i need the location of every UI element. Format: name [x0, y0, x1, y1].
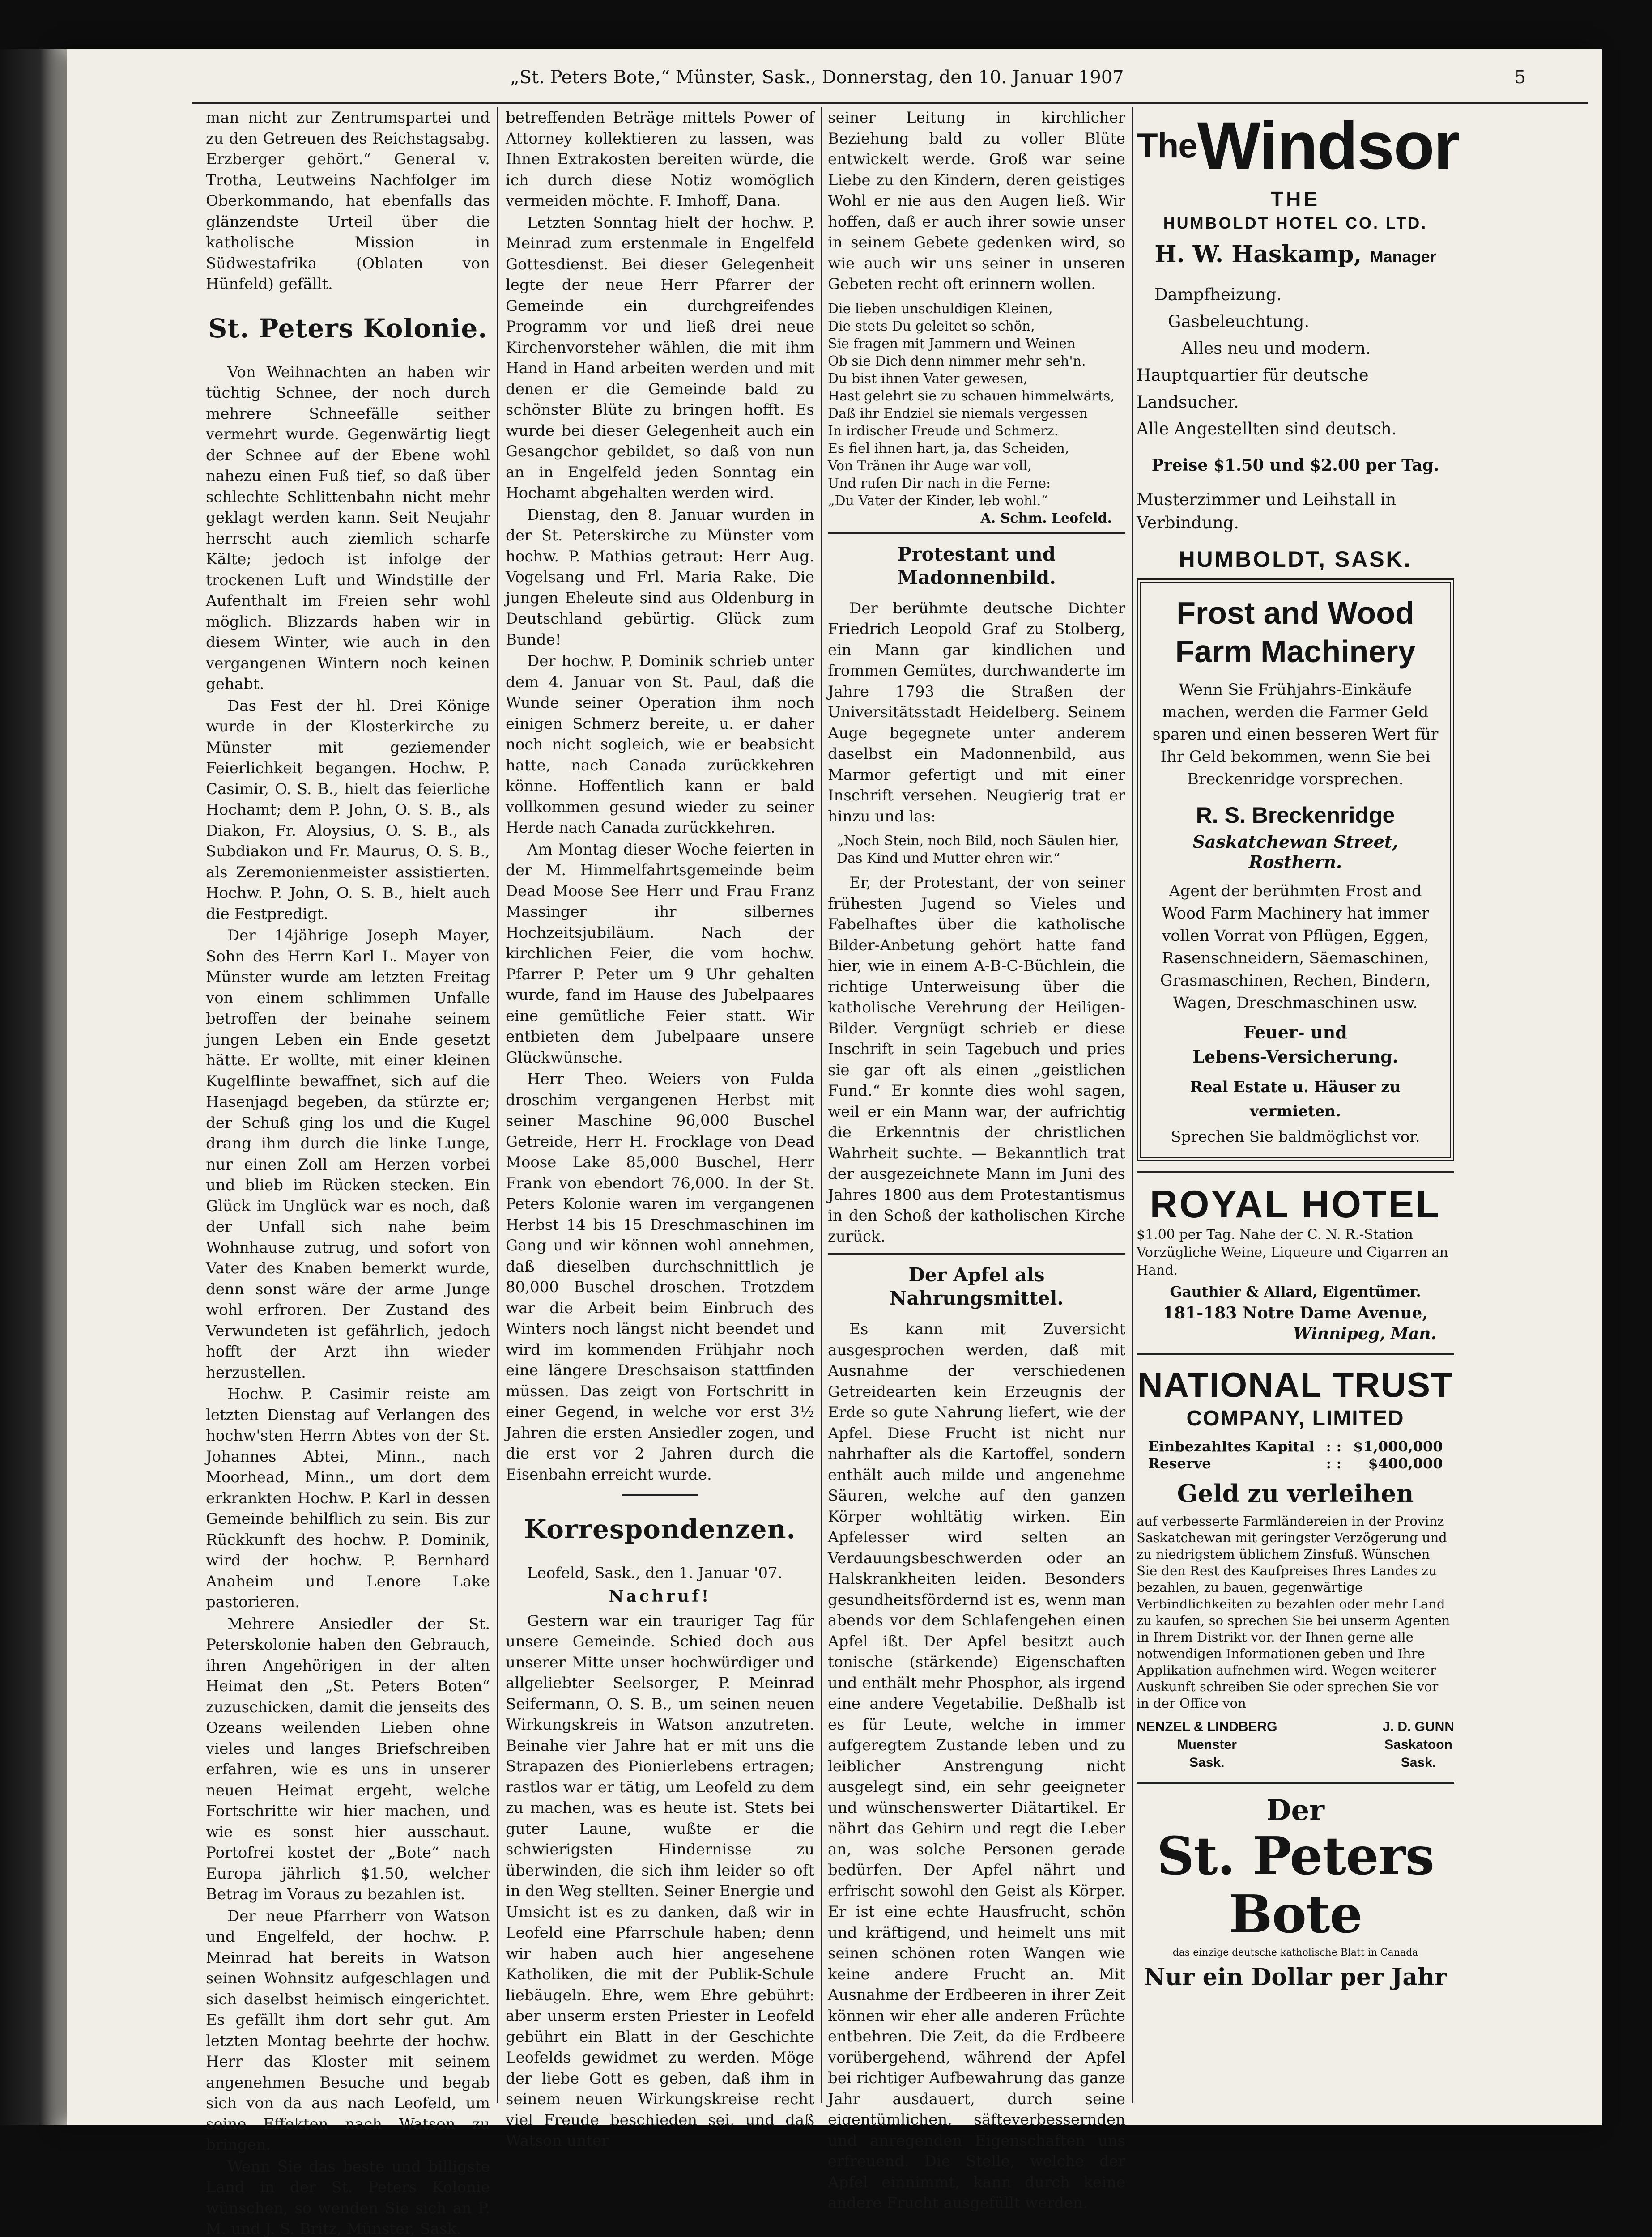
paragraph: Letzten Sonntag hielt der hochw. P. Meinrad zum erstenmale in Engelfeld Gottesdienst. Bei dieser Gelegenheit legte der neue Herr Pfarrer der Gemeinde ein durchgreifendes Programm vor und ließ drei neue Kirchenvorsteher wählen, die mit ihm Hand in Hand arbeiten werden und mit denen er die Gemeinde bald zu schönster Blüte zu bringen hofft. Es wurde bei dieser Gelegenheit auch ein Gesangchor gebildet, so daß von nun an in Engelfeld jeden Sonntag ein Hochamt abgehalten werden wird.	[506, 213, 814, 504]
paragraph: man nicht zur Zentrumspartei und zu den Getreuen des Reichstagsabg. Erzberger gehört.“ General v. Trotha, Leutweins Nachfolger im Oberkommando, hat ebenfalls das glänzendste Urteil über die katholische Mission in Südwestafrika (Oblaten von Hünfeld) gefällt.	[206, 107, 490, 295]
frost-wood-ad	[1137, 578, 1454, 1161]
frost-footer: Sprechen Sie baldmöglichst vor.	[1151, 1128, 1440, 1146]
agent-name: NENZEL & LINDBERG	[1137, 1718, 1277, 1736]
article-heading: Protestant und Madonnenbild.	[828, 543, 1125, 589]
windsor-title	[1137, 112, 1454, 179]
poem-line: „Du Vater der Kinder, leb wohl.“	[828, 492, 1125, 510]
section-divider	[622, 1494, 698, 1496]
column-3	[828, 107, 1125, 2092]
bote-tagline: das einzige deutsche katholische Blatt in Canada	[1137, 1947, 1454, 1958]
agent-city: Saskatoon	[1383, 1736, 1454, 1754]
paragraph: Der hochw. P. Dominik schrieb unter dem 4. Januar von St. Paul, daß die Wunde seiner Operation ihm noch einigen Schmerz bereite, u. er daher noch nicht sogleich, wie er beabsicht hatte, nach Canada zurückkehren könne. Hoffentlich kann er bald vollkommen gesund wieder zu seiner Herde nach Canada zurückkehren.	[506, 651, 814, 838]
book-spine	[0, 49, 67, 2125]
agent-2	[1383, 1718, 1454, 1772]
paragraph: betreffenden Beträge mittels Power of Attorney kollektieren zu lassen, was Ihnen Extrakosten bereiten würde, die ich durch diese Notiz womöglich vermeiden möchte. F. Imhoff, Dana.	[506, 107, 814, 212]
feature-line: Alles neu und modern.	[1137, 335, 1454, 362]
paragraph: Der berühmte deutsche Dichter Friedrich Leopold Graf zu Stolberg, ein Mann gar kindlichen und frommen Gemütes, durchwanderte im Jahre 1793 die Straßen der Universitätsstadt Heidelberg. Seinem Auge begegnete unter anderem daselbst ein Madonnenbild, aus Marmor gefertigt und mit einer Inschrift versehen. Neugierig trat er hinzu und las:	[828, 598, 1125, 827]
bote-slogan: Nur ein Dollar per Jahr	[1137, 1964, 1454, 1991]
paragraph: Gestern war ein trauriger Tag für unsere Gemeinde. Schied doch aus unserer Mitte unser hochwürdiger und allgeliebter Seelsorger, P. Meinrad Seifermann, O. S. B., um seinen neuen Wirkungskreis in Watson anzutreten. Beinahe vier Jahre hat er mit uns die Strapazen des Pionierlebens ertragen; rastlos war er tätig, um Leofeld zu dem zu machen, was es heute ist. Stets bei guter Laune, wußte er die schwierigsten Hindernisse zu überwinden, die sich ihm leider so oft in den Weg stellten. Seiner Energie und Umsicht ist es zu danken, daß wir in Leofeld eine Pfarrschule haben; denn wir haben auch hier angesehene Katholiken, die mit der Publik-Schule liebäugeln. Ehre, wem Ehre gebührt: aber unserm ersten Priester in Leofeld gebührt ein Blatt in der Geschichte Leofelds gewidmet zu werden. Möge der liebe Gott es geben, daß ihm in seinem neuen Wirkungskreise recht viel Freude beschieden sei, und daß Watson unter	[506, 1611, 814, 2152]
manager-title: Manager	[1370, 247, 1436, 266]
reserve-value: $400,000	[1353, 1455, 1443, 1472]
windsor-extra: Musterzimmer und Leihstall in Verbindung.	[1137, 488, 1454, 535]
loan-heading: Geld zu verleihen	[1137, 1479, 1454, 1508]
quote-line: Das Kind und Mutter ehren wir.“	[837, 850, 1125, 867]
article-heading: Der Apfel als Nahrungsmittel.	[828, 1263, 1125, 1310]
column-2	[506, 107, 814, 2092]
frost-insurance-1: Feuer- und	[1151, 1021, 1440, 1045]
advertisement-column	[1137, 107, 1454, 2092]
capital-table	[1137, 1438, 1454, 1472]
poem-line: Die lieben unschuldigen Kleinen,	[828, 300, 1125, 318]
national-trust-title: NATIONAL TRUST	[1137, 1365, 1454, 1404]
royal-hotel-ad	[1137, 1183, 1454, 1343]
poem-line: Sie fragen mit Jammern und Weinen	[828, 335, 1125, 353]
feature-line: Hauptquartier für deutsche Landsucher.	[1137, 362, 1454, 416]
section-heading: Korrespondenzen.	[506, 1514, 814, 1545]
poem-line: Ob sie Dich denn nimmer mehr seh'n.	[828, 353, 1125, 370]
bote-der: Der	[1137, 1794, 1454, 1827]
paragraph: Von Weihnachten an haben wir tüchtig Schnee, der noch durch mehrere Schneefälle seither vermehrt wurde. Gegenwärtig liegt der Schnee auf der Ebene wohl nahezu einen Fuß tief, so daß über schlechte Schlittenbahn nicht mehr geklagt werden kann. Seit Neujahr herrscht auch ziemlich scharfe Kälte; jedoch ist infolge der trockenen Luft und Windstille der Aufenthalt im Freien sehr wohl möglich. Blizzards haben wir in diesem Winter, wie auch in den vergangenen Wintern noch keinen gehabt.	[206, 362, 490, 695]
agent-name: J. D. GUNN	[1383, 1718, 1454, 1736]
poem-line: Hast gelehrt sie zu schauen himmelwärts,	[828, 387, 1125, 405]
paragraph: Hochw. P. Casimir reiste am letzten Dienstag auf Verlangen des hochw'sten Herrn Abtes von der St. Johannes Abtei, Minn., nach Moorhead, Minn., um dort dem erkrankten Hochw. P. Karl in dessen Gemeinde behilflich zu sein. Bis zur Rückkunft des hochw. P. Dominik, wird der hochw. P. Bernhard Anaheim und Lenore Lake pastorieren.	[206, 1384, 490, 1613]
frost-dealer-name: R. S. Breckenridge	[1151, 802, 1440, 828]
agent-city: Muenster	[1137, 1736, 1277, 1754]
ad-divider	[1137, 1171, 1454, 1173]
royal-proprietor: Gauthier & Allard, Eigentümer.	[1137, 1283, 1454, 1300]
column-rule	[821, 107, 822, 2103]
poem	[828, 300, 1125, 527]
national-trust-subtitle: COMPANY, LIMITED	[1137, 1406, 1454, 1431]
page-header	[40, 67, 1580, 103]
section-divider	[828, 1253, 1125, 1255]
st-peters-bote-ad	[1137, 1794, 1454, 1991]
loan-body: auf verbesserte Farmländereien in der Provinz Saskatchewan mit geringster Verzögerung und zu niedrigstem üblichem Zinsfuß. Wünschen Sie den Rest des Kaufpreises Ihres Landes zu bezahlen, zu bauen, gegenwärtige Verbindlichkeiten zu bezahlen oder mehr Land zu kaufen, so sprechen Sie bei unserm Agenten in Ihrem Distrikt vor. der Ihnen gerne alle notwendigen Informationen geben und Ihre Applikation aufnehmen wird. Wegen weiterer Auskunft schreiben Sie oder sprechen Sie vor in der Office von	[1137, 1513, 1454, 1712]
capital-label: Einbezahltes Kapital	[1148, 1438, 1314, 1455]
royal-address: 181-183 Notre Dame Avenue,	[1137, 1304, 1454, 1323]
poem-line: Daß ihr Endziel sie niemals vergessen	[828, 405, 1125, 422]
windsor-town: HUMBOLDT, SASK.	[1137, 546, 1454, 572]
windsor-price: Preise $1.50 und $2.00 per Tag.	[1137, 456, 1454, 475]
agents	[1137, 1718, 1454, 1772]
royal-body: $1.00 per Tag. Nahe der C. N. R.-Station Vorzügliche Weine, Liqueure und Cigarren an Hand.	[1137, 1226, 1454, 1280]
page-number: 5	[1515, 67, 1526, 88]
agent-1	[1137, 1718, 1277, 1772]
paragraph: Er, der Protestant, der von seiner frühesten Jugend so Vieles und Fabelhaftes über die katholische Bilder-Anbetung gehört hatte fand hier, wie in einem A-B-C-Büchlein, die richtige Unterweisung über die katholische Verehrung der Heiligen-Bilder. Vergnügt schrieb er diese Inschrift in sein Tagebuch und pries sie gar oft als einen „geistlichen Fund.“ Er konnte dies wohl sagen, weil er ein Mann war, der aufrichtig die Erkenntnis der christlichen Wahrheit suchte. — Bekanntlich trat der ausgezeichnete Mann im Juni des Jahres 1800 aus dem Protestantismus in den Schoß der katholischen Kirche zurück.	[828, 872, 1125, 1247]
poem-line: Von Tränen ihr Auge war voll,	[828, 457, 1125, 475]
poem-line: Es fiel ihnen hart, ja, das Scheiden,	[828, 440, 1125, 457]
running-title: „St. Peters Bote,“ Münster, Sask., Donnerstag, den 10. Januar 1907	[510, 67, 1124, 88]
frost-body: Wenn Sie Frühjahrs-Einkäufe machen, werden die Farmer Geld sparen und einen besseren Wert für Ihr Geld bekommen, wenn Sie bei Breckenridge vorsprechen.	[1151, 679, 1440, 791]
paragraph: Es kann mit Zuversicht ausgesprochen werden, daß mit Ausnahme der verschiedenen Getreidearten kein Erzeugnis der Erde so gute Nahrung liefert, wie der Apfel. Diese Frucht ist nicht nur nahrhafter als die Kartoffel, sondern enthält auch milde und angenehme Säuren, welche auf den ganzen Körper wohltätig wirken. Ein Apfelesser wird selten an Verdauungsbeschwerden oder an Halskrankheiten leiden. Besonders gesundheitsfördernd ist es, wenn man abends vor dem Schlafengehen einen Apfel ißt. Der Apfel besitzt auch tonische (stärkende) Eigenschaften und enthält mehr Phosphor, als irgend eine andere Vegetabilie. Deßhalb ist es für Leute, welche in immer aufgeregtem Zustande leben und zu leiblicher Anstrengung nicht ausgelegt sind, ein sehr geeigneter und wünschenswerter Diätartikel. Er nährt das Gehirn und regt die Leber an, was solche Personen gerade bedürfen. Der Apfel nährt und erfrischt sowohl den Geist als Körper. Er ist eine echte Hausfrucht, schön und kräftigend, und heimelt uns mit seinen schönen roten Wangen wie keine andere Frucht an. Mit Ausnahme der Erdbeeren in ihrer Zeit können wir eher alle anderen Früchte entbehren. Die Zeit, da die Erdbeere vorübergehend, während der Apfel bei richtiger Aufbewahrung das ganze Jahr ausdauert, durch seine eigentümlichen, säfteverbessernden und anregenden Eigenschaften uns erfreuend. Die Stelle, welche der Apfel einnimmt, kann durch keine andere Frucht ausgefüllt werden.	[828, 1319, 1125, 2214]
windsor-the-line: THE	[1137, 187, 1454, 211]
frost-insurance-2: Lebens-Versicherung.	[1151, 1045, 1440, 1069]
poem-signature: A. Schm. Leofeld.	[828, 510, 1125, 527]
column-rule	[1132, 107, 1133, 2103]
poem-line: Die stets Du geleitet so schön,	[828, 318, 1125, 335]
leader-dots: : : : :	[1326, 1438, 1341, 1472]
reserve-label: Reserve	[1148, 1455, 1314, 1472]
windsor-company: HUMBOLDT HOTEL CO. LTD.	[1137, 214, 1454, 233]
quote-line: „Noch Stein, noch Bild, noch Säulen hier,	[837, 832, 1125, 850]
paragraph: Am Montag dieser Woche feierten in der M. Himmelfahrtsgemeinde beim Dead Moose See Herr und Frau Franz Massinger ihr silbernes Hochzeitsjubiläum. Nach der kirchlichen Feier, die vom hochw. Pfarrer P. Peter um 9 Uhr gehalten wurde, fand im Hause des Jubelpaares eine gemütliche Feier statt. Wir entbieten dem Jubelpaare unsere Glückwünsche.	[506, 839, 814, 1068]
ad-divider	[1137, 1353, 1454, 1355]
agent-province: Sask.	[1383, 1754, 1454, 1772]
windsor-manager	[1137, 241, 1454, 268]
subheading: Nachruf!	[506, 1585, 814, 1608]
poem-line: In irdischer Freude und Schmerz.	[828, 422, 1125, 440]
column-rule	[497, 107, 498, 2103]
feature-line: Alle Angestellten sind deutsch.	[1137, 416, 1454, 442]
section-divider	[828, 532, 1125, 534]
windsor-hotel-ad	[1137, 112, 1454, 572]
paragraph: Wenn Sie das beste und billigste Land in der St. Peters Kolonie wünschen, so wenden Sie sich an P. M. und J. S. Britz, Münster, Sask.	[206, 2156, 490, 2237]
poem-line: Du bist ihnen Vater gewesen,	[828, 370, 1125, 387]
paragraph: Der 14jährige Joseph Mayer, Sohn des Herrn Karl L. Mayer von Münster wurde am letzten Freitag von einem schlimmen Unfalle betroffen der beinahe seinem jungen Leben ein Ende gesetzt hätte. Er wollte, mit einer kleinen Kugelflinte bewaffnet, sich auf die Hasenjagd begeben, da stürzte er; der Schuß ging los und die Kugel drang ihm durch die linke Lunge, nur einen Zoll am Herzen vorbei und blieb im Rücken stecken. Ein Glück im Unglück war es noch, daß der Unfall sich nahe beim Wohnhause zutrug, und sofort von Vater des Knaben bemerkt wurde, denn sonst wäre der arme Junge wohl erfroren. Der Zustand des Verwundeten ist gefährlich, jedoch hofft der Arzt ihn wieder herzustellen.	[206, 925, 490, 1383]
manager-name: H. W. Haskamp,	[1154, 241, 1362, 268]
header-rule	[192, 102, 1588, 104]
paragraph: Das Fest der hl. Drei Könige wurde in der Klosterkirche zu Münster mit geziemender Feierlichkeit begangen. Hochw. P. Casimir, O. S. B., hielt das feierliche Hochamt; dem P. John, O. S. B., als Diakon, Fr. Aloysius, O. S. B., als Subdiakon und Fr. Maurus, O. S. B., als Zeremonienmeister assistierten. Hochw. P. John, O. S. B., hielt auch die Festpredigt.	[206, 696, 490, 925]
paragraph: Mehrere Ansiedler der St. Peterskolonie haben den Gebrauch, ihren Angehörigen in der alten Heimat den „St. Peters Boten“ zuzuschicken, damit die jenseits des Ozeans weilenden Lieben ohne vieles und langes Briefschreiben erfahren, wie es uns in unserer neuen Heimat ergeht, welche Fortschritte wir hier machen, und wie es sonst hier ausschaut. Portofrei kostet der „Bote“ nach Europa jährlich $1.50, welcher Betrag im Voraus zu bezahlen ist.	[206, 1614, 490, 1905]
frost-real-estate: Real Estate u. Häuser zu vermieten.	[1151, 1075, 1440, 1123]
ad-divider	[1137, 1782, 1454, 1784]
inscription-quote	[828, 832, 1125, 867]
capital-value: $1,000,000	[1353, 1438, 1443, 1455]
windsor-features	[1137, 281, 1454, 442]
frost-title-line1: Frost and Wood	[1151, 594, 1440, 632]
poem-line: Und rufen Dir nach in die Ferne:	[828, 475, 1125, 492]
paragraph: seiner Leitung in kirchlicher Beziehung bald zu voller Blüte entwickelt werde. Groß war seine Liebe zu den Kindern, deren geistiges Wohl er nie aus den Augen ließ. Wir hoffen, daß er auch ihrer sowie unser in seinem Gebete gedenken wird, so wie auch wir uns seiner in unseren Gebeten recht oft erinnern wollen.	[828, 107, 1125, 295]
windsor-the: The	[1137, 126, 1197, 165]
paragraph: Herr Theo. Weiers von Fulda droschim vergangenen Herbst mit seiner Maschine 96,000 Buschel Getreide, Herr H. Frocklage von Dead Moose Lake 85,000 Buschel, Herr Frank von ebendort 76,000. In der St. Peters Kolonie waren im vergangenen Herbst 14 bis 15 Dreschmaschinen im Gang und wir können wohl annehmen, daß dieselben durchschnittlich je 80,000 Buschel droschen. Trotzdem war die Arbeit beim Einbruch des Winters noch längst nicht beendet und wird im kommenden Frühjahr noch eine längere Dreschsaison stattfinden müssen. Das zeigt von Fortschritt in einer Gegend, in welche vor erst 3½ Jahren die ersten Ansiedler zogen, und die erst vor 2 Jahren durch die Eisenbahn erreicht wurde.	[506, 1069, 814, 1485]
feature-line: Dampfheizung.	[1137, 281, 1454, 308]
frost-body-2: Agent der berühmten Frost and Wood Farm Machinery hat immer vollen Vorrat von Pflügen, Eggen, Rasenschneidern, Säemaschinen, Grasmaschinen, Rechen, Bindern, Wagen, Dreschmaschinen usw.	[1151, 880, 1440, 1014]
frost-dealer-street: Saskatchewan Street, Rosthern.	[1151, 832, 1440, 872]
windsor-name: Windsor	[1197, 108, 1459, 183]
feature-line: Gasbeleuchtung.	[1137, 308, 1454, 335]
bote-title: St. Peters Bote	[1137, 1827, 1454, 1944]
royal-city: Winnipeg, Man.	[1137, 1324, 1454, 1343]
section-heading: St. Peters Kolonie.	[206, 313, 490, 344]
dateline: Leofeld, Sask., den 1. Januar '07.	[506, 1563, 814, 1584]
frost-title-line2: Farm Machinery	[1151, 632, 1440, 671]
paragraph: Der neue Pfarrherr von Watson und Engelfeld, der hochw. P. Meinrad hat bereits in Watson seinen Wohnsitz aufgeschlagen und sich daselbst heimisch eingerichtet. Es gefällt ihm dort sehr gut. Am letzten Montag beehrte der hochw. Herr das Kloster mit seinem angenehmen Besuche und begab sich von da aus nach Leofeld, um seine Effekten nach Watson zu bringen.	[206, 1906, 490, 2156]
paragraph: Dienstag, den 8. Januar wurden in der St. Peterskirche zu Münster vom hochw. P. Mathias getraut: Herr Aug. Vogelsang und Frl. Maria Rake. Die jungen Eheleute sind aus Oldenburg in Deutschland gebürtig. Glück zum Bunde!	[506, 505, 814, 651]
national-trust-ad	[1137, 1365, 1454, 1772]
agent-province: Sask.	[1137, 1754, 1277, 1772]
royal-title: ROYAL HOTEL	[1137, 1183, 1454, 1226]
column-1	[206, 107, 490, 2092]
